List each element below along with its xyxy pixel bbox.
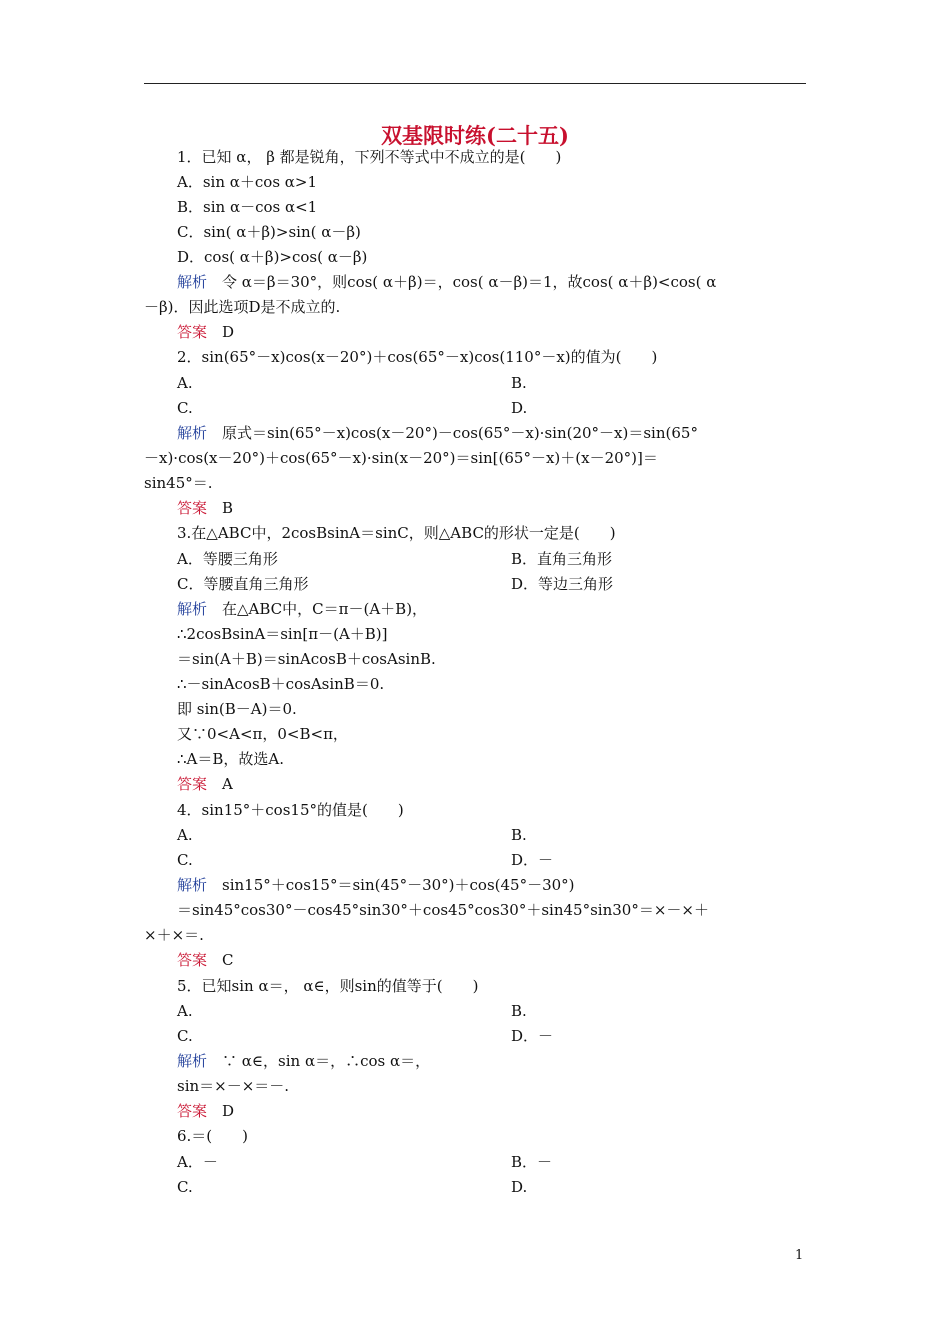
q3-solution-line-1 xyxy=(177,598,427,620)
q2-solution-text-1: 原式＝sin(65°－x)cos(x－20°)－cos(65°－x)·sin(20°－x)＝sin(65° xyxy=(207,424,698,442)
q3-solution-line-3: ＝sin(A＋B)＝sinAcosB＋cosAsinB. xyxy=(177,650,436,668)
answer-label: 答案 xyxy=(177,499,208,517)
q5-option-c: C. xyxy=(177,1027,193,1045)
header-rule xyxy=(144,83,806,84)
q1-option-d: D．cos( α＋β)>cos( α－β) xyxy=(177,248,368,266)
q4-option-b: B. xyxy=(511,826,527,844)
q3-solution-line-5: 即 sin(B－A)＝0. xyxy=(177,700,297,718)
q3-solution-line-7: ∴A＝B，故选A. xyxy=(177,750,284,768)
q1-solution-line-1 xyxy=(177,271,716,293)
page-number: 1 xyxy=(795,1248,804,1263)
q2-option-a: A. xyxy=(177,374,193,392)
solution-label: 解析 xyxy=(177,273,208,291)
q4-stem: 4．sin15°＋cos15°的值是( ) xyxy=(177,801,404,819)
q6-stem: 6.＝( ) xyxy=(177,1127,249,1145)
q4-option-c: C. xyxy=(177,851,193,869)
q1-stem: 1．已知 α， β 都是锐角，下列不等式中不成立的是( ) xyxy=(177,148,562,166)
q3-answer xyxy=(177,773,233,795)
solution-label: 解析 xyxy=(177,424,208,442)
q6-option-a: A．－ xyxy=(177,1153,218,1171)
q2-answer xyxy=(177,497,233,519)
page-title: 双基限时练(二十五) xyxy=(381,123,569,148)
q3-solution-line-4: ∴－sinAcosB＋cosAsinB＝0. xyxy=(177,675,385,693)
q5-option-b: B. xyxy=(511,1002,527,1020)
q5-option-d: D．－ xyxy=(511,1027,554,1045)
q3-solution-text-1: 在△ABC中，C＝π－(A＋B)， xyxy=(207,600,428,618)
q1-option-c: C．sin( α＋β)>sin( α－β) xyxy=(177,223,361,241)
q3-solution-line-2: ∴2cosBsinA＝sin[π－(A＋B)] xyxy=(177,625,388,643)
q1-answer xyxy=(177,321,234,343)
solution-label: 解析 xyxy=(177,600,208,618)
q3-option-a: A．等腰三角形 xyxy=(177,550,278,568)
answer-label: 答案 xyxy=(177,1102,208,1120)
solution-label: 解析 xyxy=(177,876,208,894)
q3-option-c: C．等腰直角三角形 xyxy=(177,575,309,593)
q6-option-c: C. xyxy=(177,1178,193,1196)
q2-option-b: B. xyxy=(511,374,527,392)
q2-answer-value: B xyxy=(207,499,234,517)
q4-option-a: A. xyxy=(177,826,193,844)
q3-solution-line-6: 又∵0<A<π，0<B<π， xyxy=(177,725,348,743)
q5-solution-line-2: sin＝×－×＝－. xyxy=(177,1077,290,1095)
q3-option-d: D．等边三角形 xyxy=(511,575,614,593)
q4-solution-text-1: sin15°＋cos15°＝sin(45°－30°)＋cos(45°－30°) xyxy=(207,876,575,894)
answer-label: 答案 xyxy=(177,951,208,969)
q5-option-a: A. xyxy=(177,1002,193,1020)
q6-option-d: D. xyxy=(511,1178,528,1196)
q4-solution-line-3: ×＋×＝. xyxy=(144,926,204,944)
q2-solution-line-2: －x)·cos(x－20°)＋cos(65°－x)·sin(x－20°)＝sin[(65°－x)＋(x－20°)]＝ xyxy=(144,449,658,467)
q4-answer xyxy=(177,949,234,971)
q4-option-d: D．－ xyxy=(511,851,554,869)
q5-answer xyxy=(177,1100,234,1122)
q3-stem: 3.在△ABC中，2cosBsinA＝sinC，则△ABC的形状一定是( ) xyxy=(177,524,616,542)
q4-answer-value: C xyxy=(207,951,234,969)
q2-solution-line-1 xyxy=(177,422,698,444)
q4-solution-line-2: ＝sin45°cos30°－cos45°sin30°＋cos45°cos30°＋sin45°sin30°＝×－×＋ xyxy=(177,901,709,919)
q5-solution-text-1: ∵ α∈，sin α＝，∴cos α＝， xyxy=(207,1052,431,1070)
q1-answer-value: D xyxy=(207,323,235,341)
q2-option-d: D. xyxy=(511,399,528,417)
q3-answer-value: A xyxy=(207,775,233,793)
q6-option-b: B．－ xyxy=(511,1153,553,1171)
q5-answer-value: D xyxy=(207,1102,235,1120)
q4-solution-line-1 xyxy=(177,874,575,896)
q2-option-c: C. xyxy=(177,399,193,417)
q5-stem: 5．已知sin α＝， α∈，则sin的值等于( ) xyxy=(177,977,479,995)
q2-solution-line-3: sin45°＝. xyxy=(144,474,213,492)
q1-option-b: B．sin α－cos α<1 xyxy=(177,198,318,216)
q5-solution-line-1 xyxy=(177,1050,430,1072)
q1-solution-text-1: 令 α＝β＝30°，则cos( α＋β)＝，cos( α－β)＝1，故cos( α＋β)<cos( α xyxy=(207,273,717,291)
q1-option-a: A．sin α＋cos α>1 xyxy=(177,173,318,191)
answer-label: 答案 xyxy=(177,323,208,341)
answer-label: 答案 xyxy=(177,775,208,793)
solution-label: 解析 xyxy=(177,1052,208,1070)
q1-solution-line-2: －β)．因此选项D是不成立的. xyxy=(144,298,341,316)
q3-option-b: B．直角三角形 xyxy=(511,550,613,568)
q2-stem: 2．sin(65°－x)cos(x－20°)＋cos(65°－x)cos(110°－x)的值为( ) xyxy=(177,348,658,366)
